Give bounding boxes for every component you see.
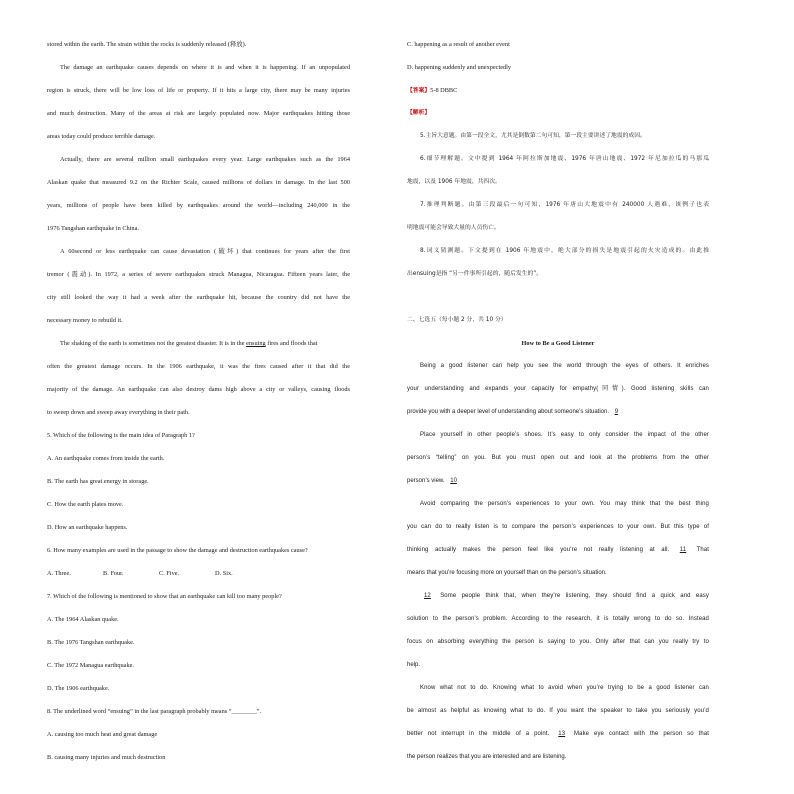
question-8: 8. The underlined word “ensuing” in the last paragraph probably means “________”.	[47, 708, 262, 715]
passage-line	[47, 332, 350, 355]
answer-value: 5-8 DBBC	[430, 87, 458, 94]
blank-9[interactable]: 9	[614, 409, 619, 415]
left-column	[47, 33, 350, 769]
options-row	[47, 562, 350, 585]
passage-line: you can do to really listen is to compare the person’s experiences to your own. But this type of	[407, 524, 709, 530]
passage-line: stored within the earth. The strain within the rocks is suddenly released (释放).	[47, 41, 247, 48]
text: provide you with a deeper level of understanding about someone’s situation.	[407, 409, 610, 415]
passage-line: years, millions of people have been killed by earthquakes around the world—including 240,000 in the	[47, 202, 350, 209]
spacer	[407, 286, 709, 309]
option: A. The 1964 Alaskan quake.	[47, 616, 119, 623]
option: B. The earth has great energy in storage.	[47, 478, 149, 485]
passage-line: Know what not to do. Knowing what to avoid when you’re trying to be a good listener can	[420, 685, 709, 691]
passage-line: A 60second or less earthquake can cause devastation (破坏) that continues for years after the first	[60, 248, 350, 255]
passage-line: tremor (震动). In 1972, a series of severe earthquakes struck Managua, Nicaragua. Fifteen years later, the	[47, 271, 350, 278]
text: fires and floods that	[265, 340, 318, 347]
passage-line: Actually, there are several million small earthquakes every year. Large earthquakes such as the 1964	[60, 156, 350, 163]
passage-line: and much destruction. Many of the areas at risk are largely populated now. Major earthquakes hitting those	[47, 110, 350, 117]
option: D. How an earthquake happens.	[47, 524, 128, 531]
passage-line: Alaskan quake that measured 9.2 on the Richter Scale, caused millions of dollars in damage. In the last 500	[47, 179, 350, 186]
option: C. happening as a result of another event	[407, 41, 510, 48]
question-5: 5. Which of the following is the main idea of Paragraph 1?	[47, 432, 195, 439]
passage-line: help.	[407, 662, 421, 668]
option: C. The 1972 Managua earthquake.	[47, 662, 134, 669]
passage-line: The damage an earthquake causes depends on where it is and when it is happening. If an unpopulated	[60, 64, 350, 71]
underlined-word: ensuing	[246, 340, 266, 347]
passage-line: often the greatest damage occurs. In the 1906 earthquake, it was the fires caused after it that did the	[47, 363, 350, 370]
passage-line: city still looked the way it had a week after the earthquake hit, because the country did not have the	[47, 294, 350, 301]
passage-line: majority of the damage. An earthquake can also destroy dams high above a city or valleys, causing floods	[47, 386, 350, 393]
blank-11[interactable]: 11	[679, 547, 687, 553]
passage-line: means that you’re focusing more on yourself than on the person’s situation.	[407, 570, 607, 576]
text: person’s view.	[407, 478, 445, 484]
passage-line: 1976 Tangshan earthquake in China.	[47, 225, 139, 232]
analysis-line: 5.主旨大意题。由第一段全文，尤其是倒数第二句可知，第一段主要讲述了地震的成因。	[420, 133, 646, 139]
analysis-line: 出ensuing是指 “另一件事所引起的，随后发生的”。	[407, 271, 543, 277]
passage-line: focus on absorbing everything the person is saying to you. Only after that can you really try to	[407, 639, 709, 645]
blank-13[interactable]: 13	[558, 731, 566, 737]
blank-12[interactable]: 12	[424, 593, 431, 599]
passage-line: necessary money to rebuild it.	[47, 317, 123, 324]
passage-line: be almost as helpful as knowing what to do. If you want the speaker to take you seriously you’d	[407, 708, 709, 714]
option: D. Six.	[215, 570, 233, 577]
passage-line: Avoid comparing the person’s experiences to your own. You may think that the best thing	[420, 501, 709, 507]
passage-line: Place yourself in other people’s shoes. It’s easy to only consider the impact of the other	[420, 432, 709, 438]
option: D. happening suddenly and unexpectedly	[407, 64, 512, 71]
answer-label: 【答案】	[407, 88, 431, 94]
analysis-line: 明地震可能会导致大量的人员伤亡。	[407, 225, 500, 231]
option: A. An earthquake comes from inside the earth.	[47, 455, 165, 462]
passage-line: the person realizes that you are interested and are listening.	[407, 754, 567, 760]
text: Some people think that, when they’re listening, they should find a quick and easy	[440, 593, 709, 599]
blank-10[interactable]: 10	[450, 478, 457, 484]
option: A. Three.	[47, 570, 71, 577]
passage-line	[407, 723, 709, 746]
text: thinking actually makes the person feel like you’re not really listening at all.	[407, 547, 670, 553]
passage-line: to sweep down and sweep away everything in their path.	[47, 409, 190, 416]
passage-line	[407, 585, 709, 608]
passage-line: solution to the person’s problem. According to the research, it is totally wrong to do so. Instead	[407, 616, 709, 622]
question-6: 6. How many examples are used in the passage to show the damage and destruction earthquakes cause?	[47, 547, 308, 554]
analysis-line: 地震，以及 1906 年地震，共四次。	[407, 179, 501, 185]
passage-line: person’s “telling” on you. But you must open out and look at the problems from the other	[407, 455, 709, 461]
passage-line	[407, 401, 709, 424]
text: Make eye contact with the person so that	[574, 731, 709, 737]
passage-title: How to Be a Good Listener	[521, 340, 595, 347]
option: C. Five.	[159, 570, 180, 577]
option: D. The 1906 earthquake.	[47, 685, 110, 692]
analysis-line: 7.推理判断题。由第三段最后一句可知，1976 年唐山大地震中有 240000 人遇难，该例子也表	[420, 202, 709, 208]
analysis-line: 8.词义猜测题。下文提到在 1906 年地震中，绝大部分的损失是地震引起的火灾造成的。由此推	[420, 248, 709, 254]
passage-line	[407, 539, 709, 562]
passage-line	[407, 470, 709, 493]
question-7: 7. Which of the following is mentioned to show that an earthquake can kill too many people?	[47, 593, 282, 600]
passage-line: region is struck, there will be low loss of life or property. If it hits a large city, there may be many injuries	[47, 87, 350, 94]
text: That	[696, 547, 709, 553]
right-column	[407, 33, 709, 769]
option: A. causing too much heat and great damage	[47, 731, 158, 738]
option: B. Four.	[103, 570, 124, 577]
passage-line: areas today could produce terrible damage.	[47, 133, 156, 140]
analysis-line: 6.细节理解题。文中提到 1964 年阿拉斯加地震、1976 年唐山地震、1972 年尼加拉瓜的马那瓜	[420, 156, 709, 162]
passage-line: Being a good listener can help you see the world through the eyes of others. It enriches	[420, 363, 709, 369]
answer-line	[407, 79, 709, 102]
option: C. How the earth plates move.	[47, 501, 124, 508]
section-heading: 二、七选五（每小题 2 分，共 10 分）	[407, 317, 507, 323]
passage-line: your understanding and expands your capacity for empathy(同情). Good listening skills can	[407, 386, 709, 392]
text: The shaking of the earth is sometimes not the greatest disaster. It is in the	[60, 340, 247, 347]
option: B. The 1976 Tangshan earthquake.	[47, 639, 135, 646]
text: better not interrupt in the middle of a point.	[407, 731, 550, 737]
listening-passage	[407, 355, 709, 769]
analysis-label: 【解析】	[407, 110, 431, 116]
option: B. causing many injuries and much destruction	[47, 754, 166, 761]
